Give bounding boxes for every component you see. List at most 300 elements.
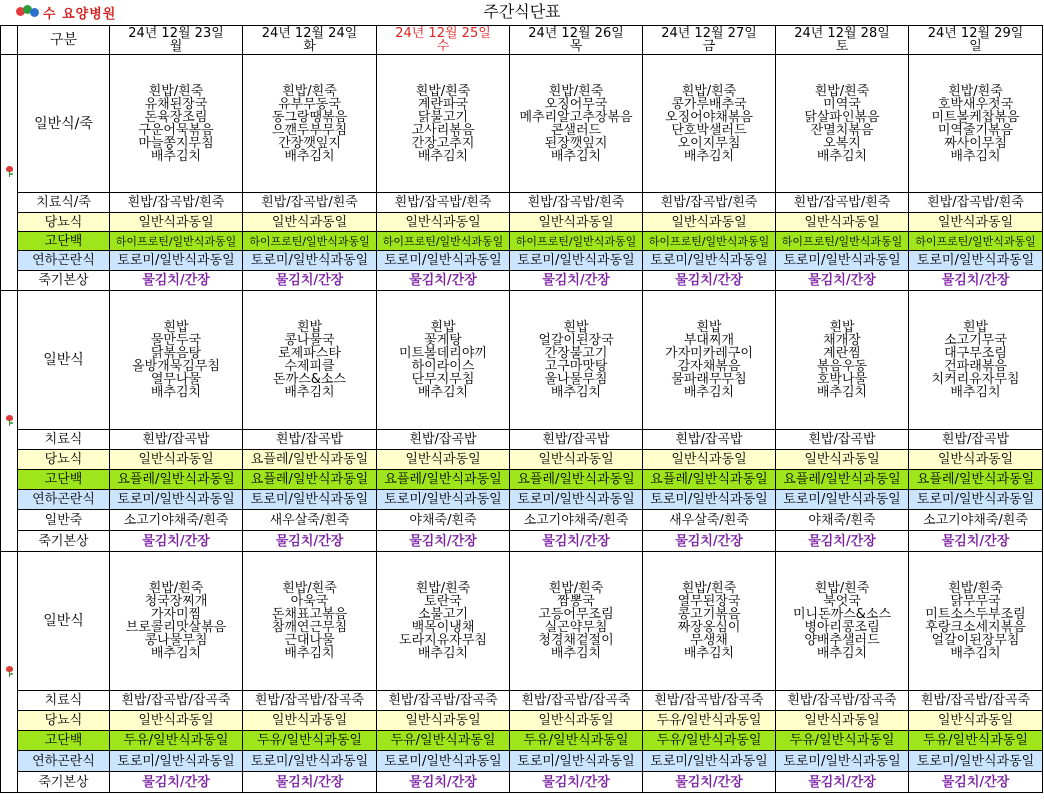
menu-cell: 토로미/일반식과동일 <box>110 251 243 271</box>
menu-cell: 일반식과동일 <box>776 450 909 470</box>
meal-period-cell <box>1 55 18 291</box>
menu-item: 흰밥 <box>829 320 855 335</box>
menu-item: 아욱국 <box>290 594 329 609</box>
menu-cell: 물김치/간장 <box>776 772 909 793</box>
menu-item: 간장불고기 <box>544 346 608 361</box>
diet-row <box>1 510 1043 531</box>
menu-cell: 흰밥/잡곡밥/흰죽 <box>776 193 909 213</box>
menu-cell: 토로미/일반식과동일 <box>909 490 1043 510</box>
day-header <box>510 26 643 55</box>
diet-category-label: 연하곤란식 <box>18 490 110 510</box>
day-header <box>643 26 776 55</box>
menu-item: 오이지무침 <box>677 135 741 151</box>
menu-item: 후랑크소세지볶음 <box>925 620 1026 635</box>
diet-row <box>1 691 1043 711</box>
day-date: 24년 12월 25일 <box>395 26 491 41</box>
menu-cell: 요플레/일반식과동일 <box>776 470 909 490</box>
menu-cell: 요플레/일반식과동일 <box>510 470 643 490</box>
menu-items-cell <box>776 552 909 691</box>
diet-category-label: 치료식 <box>18 430 110 450</box>
menu-item: 배추김치 <box>950 148 1001 164</box>
menu-cell: 흰밥/잡곡밥/흰죽 <box>243 193 377 213</box>
menu-cell: 토로미/일반식과동일 <box>643 251 776 271</box>
menu-cell: 요플레/일반식과동일 <box>643 470 776 490</box>
menu-items-cell <box>776 55 909 193</box>
menu-cell: 일반식과동일 <box>909 213 1043 232</box>
menu-item: 동그랑땡볶음 <box>271 109 348 125</box>
menu-cell: 흰밥/잡곡밥/흰죽 <box>110 193 243 213</box>
menu-cell: 야채죽/흰죽 <box>776 510 909 531</box>
menu-cell: 두유/일반식과동일 <box>643 731 776 751</box>
menu-item: 배추김치 <box>417 646 469 661</box>
menu-item: 유부무동국 <box>278 96 341 112</box>
menu-item: 콘샐러드 <box>550 122 602 138</box>
menu-items-cell <box>377 291 510 430</box>
day-header <box>377 26 510 55</box>
menu-cell: 흰밥/잡곡밥 <box>110 430 243 450</box>
menu-cell: 일반식과동일 <box>909 450 1043 470</box>
menu-item: 흰밥/흰죽 <box>548 581 604 596</box>
menu-cell: 물김치/간장 <box>510 271 643 291</box>
menu-cell: 물김치/간장 <box>243 531 377 552</box>
menu-item: 배추김치 <box>550 148 602 164</box>
menu-cell: 요플레/일반식과동일 <box>243 450 377 470</box>
category-header: 구분 <box>18 26 110 55</box>
menu-item: 미역줄기볶음 <box>937 122 1014 138</box>
menu-cell: 토로미/일반식과동일 <box>776 251 909 271</box>
menu-items-cell <box>909 552 1043 691</box>
menu-items-cell <box>510 55 643 193</box>
diet-row <box>1 271 1043 291</box>
menu-item: 흰밥/흰죽 <box>948 581 1003 596</box>
diet-row <box>1 251 1043 271</box>
menu-item: 흰밥/흰죽 <box>681 581 737 596</box>
page-title: 주간식단표 <box>483 2 561 21</box>
menu-item: 배추김치 <box>284 646 335 661</box>
menu-item: 배추김치 <box>950 646 1001 661</box>
menu-item: 배추김치 <box>150 385 202 400</box>
menu-item: 흰밥/흰죽 <box>814 581 870 596</box>
menu-cell: 물김치/간장 <box>243 271 377 291</box>
menu-item: 흰밥 <box>563 320 589 335</box>
menu-item: 미트볼데리야끼 <box>399 346 487 361</box>
menu-item: 채개장 <box>823 333 861 348</box>
flower-icon <box>5 166 14 177</box>
day-weekday: 금 <box>702 39 716 54</box>
diet-row <box>1 772 1043 793</box>
menu-item: 닭불고기 <box>417 109 469 125</box>
menu-item: 오징어무국 <box>544 96 608 112</box>
diet-row <box>1 751 1043 772</box>
menu-item: 물파래무무침 <box>671 372 747 387</box>
day-date: 24년 12월 24일 <box>261 26 358 41</box>
diet-category-label: 당뇨식 <box>18 213 110 232</box>
menu-item: 흰밥 <box>962 320 989 335</box>
menu-item: 로제파스타 <box>278 346 341 361</box>
menu-item: 백목이냉채 <box>411 620 475 635</box>
diet-category-label: 일반식/죽 <box>18 55 110 193</box>
header-row <box>1 26 1043 55</box>
menu-cell: 흰밥/잡곡밥 <box>243 430 377 450</box>
menu-cell: 토로미/일반식과동일 <box>643 490 776 510</box>
menu-cell: 흰밥/잡곡밥/잡곡죽 <box>243 691 377 711</box>
diet-row <box>1 470 1043 490</box>
menu-cell: 흰밥/잡곡밥/흰죽 <box>377 193 510 213</box>
weekly-menu-table <box>0 25 1043 793</box>
menu-cell: 흰밥/잡곡밥/잡곡죽 <box>776 691 909 711</box>
menu-item: 병아리콩조림 <box>804 620 880 635</box>
menu-cell: 물김치/간장 <box>909 271 1043 291</box>
day-header <box>776 26 909 55</box>
menu-items-cell <box>243 55 377 193</box>
menu-cell: 물김치/간장 <box>377 271 510 291</box>
menu-items-cell <box>243 291 377 430</box>
menu-cell: 일반식과동일 <box>110 213 243 232</box>
menu-item: 된장깻잎지 <box>544 135 608 151</box>
menu-item: 으깬두부무침 <box>271 122 348 138</box>
menu-item: 청국장찌개 <box>144 594 208 609</box>
menu-item: 도라지유자무침 <box>399 633 487 648</box>
menu-item: 수제피클 <box>284 359 335 374</box>
menu-items-cell <box>110 552 243 691</box>
menu-cell: 요플레/일반식과동일 <box>110 470 243 490</box>
menu-cell: 물김치/간장 <box>243 772 377 793</box>
menu-item: 닭볶음탕 <box>150 346 202 361</box>
menu-item: 흰밥/흰죽 <box>415 581 471 596</box>
menu-cell: 두유/일반식과동일 <box>243 731 377 751</box>
menu-item: 청경채겉절이 <box>538 633 614 648</box>
menu-cell: 새우살죽/흰죽 <box>643 510 776 531</box>
menu-item: 오복지 <box>823 135 861 151</box>
menu-cell: 흰밥/잡곡밥/흰죽 <box>909 193 1043 213</box>
menu-cell: 하이프로틴/일반식과동일 <box>643 232 776 251</box>
menu-item: 배추김치 <box>417 148 469 164</box>
menu-item: 흰밥 <box>296 320 323 335</box>
menu-item: 오징어야채볶음 <box>665 109 753 125</box>
diet-category-label: 치료식/죽 <box>18 193 110 213</box>
menu-item: 대구무조림 <box>944 346 1007 361</box>
menu-item: 배추김치 <box>816 385 868 400</box>
day-date: 24년 12월 23일 <box>128 26 224 41</box>
menu-item: 간장고추지 <box>411 135 475 151</box>
day-weekday: 화 <box>303 39 316 54</box>
menu-item: 배추김치 <box>150 148 202 164</box>
diet-category-label: 죽기본상 <box>18 271 110 291</box>
menu-item: 배추김치 <box>683 646 735 661</box>
menu-item: 볶음우동 <box>816 359 868 374</box>
menu-item: 단무지무침 <box>411 372 475 387</box>
menu-cell: 물김치/간장 <box>377 531 510 552</box>
menu-cell: 하이프로틴/일반식과동일 <box>909 232 1043 251</box>
menu-item: 흰밥/흰죽 <box>282 581 337 596</box>
menu-cell: 토로미/일반식과동일 <box>909 251 1043 271</box>
menu-cell: 흰밥/잡곡밥/흰죽 <box>643 193 776 213</box>
menu-cell: 일반식과동일 <box>510 213 643 232</box>
menu-cell: 물김치/간장 <box>776 531 909 552</box>
menu-item: 흰밥/흰죽 <box>282 83 337 99</box>
menu-cell: 두유/일반식과동일 <box>110 731 243 751</box>
menu-item: 실곤약무침 <box>544 620 608 635</box>
meal-period-cell <box>1 291 18 552</box>
menu-item: 흰밥/흰죽 <box>814 83 870 99</box>
menu-cell: 물김치/간장 <box>110 772 243 793</box>
menu-cell: 토로미/일반식과동일 <box>110 490 243 510</box>
menu-cell: 물김치/간장 <box>643 772 776 793</box>
day-date: 24년 12월 28일 <box>794 26 890 41</box>
menu-cell: 흰밥/잡곡밥/잡곡죽 <box>377 691 510 711</box>
menu-item: 가자미찜 <box>150 607 202 622</box>
menu-item: 흰밥 <box>163 320 189 335</box>
menu-cell: 일반식과동일 <box>643 213 776 232</box>
menu-item: 꽃게탕 <box>424 333 462 348</box>
diet-row <box>1 450 1043 470</box>
menu-item: 콩고기볶음 <box>677 607 741 622</box>
menu-item: 호박새우젓국 <box>937 96 1014 112</box>
menu-item: 올방개묵김무침 <box>132 359 220 374</box>
menu-cell: 하이프로틴/일반식과동일 <box>776 232 909 251</box>
menu-cell: 하이프로틴/일반식과동일 <box>510 232 643 251</box>
menu-cell: 토로미/일반식과동일 <box>377 251 510 271</box>
menu-cell: 흰밥/잡곡밥 <box>510 430 643 450</box>
menu-cell: 하이프로틴/일반식과동일 <box>243 232 377 251</box>
menu-cell: 흰밥/잡곡밥/잡곡죽 <box>510 691 643 711</box>
menu-cell: 물김치/간장 <box>909 772 1043 793</box>
menu-items-cell <box>377 55 510 193</box>
menu-item: 흰밥/흰죽 <box>548 83 604 99</box>
menu-item: 돈채표고볶음 <box>271 607 348 622</box>
menu-cell: 흰밥/잡곡밥 <box>377 430 510 450</box>
menu-item: 흰밥/흰죽 <box>148 581 204 596</box>
menu-item: 미니돈까스&소스 <box>792 607 892 622</box>
menu-cell: 일반식과동일 <box>110 450 243 470</box>
menu-item: 미트소스두부조림 <box>925 607 1026 622</box>
menu-cell: 토로미/일반식과동일 <box>110 751 243 772</box>
diet-category-label: 치료식 <box>18 691 110 711</box>
menu-item: 콩나물국 <box>284 333 335 348</box>
menu-cell: 토로미/일반식과동일 <box>377 751 510 772</box>
hospital-name: 수 요양병원 <box>43 6 117 22</box>
menu-item: 고구마맛탕 <box>544 359 608 374</box>
diet-category-label: 죽기본상 <box>18 531 110 552</box>
menu-item: 배추김치 <box>550 646 602 661</box>
diet-row <box>1 490 1043 510</box>
menu-cell: 물김치/간장 <box>110 531 243 552</box>
menu-item: 흰밥/흰죽 <box>681 83 737 99</box>
diet-category-label: 연하곤란식 <box>18 751 110 772</box>
menu-item: 짬뽕국 <box>557 594 595 609</box>
day-date: 24년 12월 29일 <box>927 26 1024 41</box>
menu-items-cell <box>776 291 909 430</box>
menu-cell: 물김치/간장 <box>510 531 643 552</box>
menu-item: 간장깻잎지 <box>278 135 341 151</box>
menu-item: 무생채 <box>690 633 728 648</box>
diet-row <box>1 193 1043 213</box>
menu-cell: 흰밥/잡곡밥/잡곡죽 <box>110 691 243 711</box>
menu-cell: 물김치/간장 <box>909 531 1043 552</box>
menu-item: 계란파국 <box>417 96 469 112</box>
menu-cell: 토로미/일반식과동일 <box>510 490 643 510</box>
diet-category-label: 일반죽 <box>18 510 110 531</box>
menu-item: 콩가루배추국 <box>671 96 747 112</box>
diet-row <box>1 213 1043 232</box>
day-header <box>110 26 243 55</box>
menu-item: 짜사이무침 <box>944 135 1007 151</box>
menu-cell: 일반식과동일 <box>643 450 776 470</box>
diet-category-label: 일반식 <box>18 291 110 430</box>
menu-item: 소고기무국 <box>944 333 1007 348</box>
main-menu-row <box>1 291 1043 430</box>
meal-column-header <box>1 26 18 55</box>
day-weekday: 일 <box>969 39 982 54</box>
day-header <box>909 26 1043 55</box>
menu-item: 배추김치 <box>683 385 735 400</box>
diet-category-label: 고단백 <box>18 232 110 251</box>
menu-item: 닭살파인볶음 <box>804 109 880 125</box>
menu-cell: 두유/일반식과동일 <box>776 731 909 751</box>
diet-row <box>1 731 1043 751</box>
menu-cell: 하이프로틴/일반식과동일 <box>110 232 243 251</box>
menu-cell: 흰밥/잡곡밥/잡곡죽 <box>909 691 1043 711</box>
menu-cell: 두유/일반식과동일 <box>909 731 1043 751</box>
diet-category-label: 일반식 <box>18 552 110 691</box>
menu-item: 잔멸치볶음 <box>810 122 874 138</box>
menu-cell: 소고기야채죽/흰죽 <box>510 510 643 531</box>
menu-cell: 토로미/일반식과동일 <box>243 251 377 271</box>
menu-item: 구운어묵볶음 <box>138 122 214 138</box>
menu-cell: 일반식과동일 <box>909 711 1043 731</box>
menu-cell: 토로미/일반식과동일 <box>776 490 909 510</box>
menu-cell: 물김치/간장 <box>110 271 243 291</box>
menu-items-cell <box>510 552 643 691</box>
menu-item: 배추김치 <box>816 148 868 164</box>
menu-item: 양배추샐러드 <box>804 633 880 648</box>
flower-icon <box>5 415 14 426</box>
menu-items-cell <box>110 291 243 430</box>
menu-item: 물만두국 <box>150 333 202 348</box>
menu-cell: 흰밥/잡곡밥 <box>776 430 909 450</box>
menu-cell: 요플레/일반식과동일 <box>377 470 510 490</box>
menu-item: 토란국 <box>424 594 462 609</box>
menu-item: 고등어무조림 <box>538 607 614 622</box>
menu-item: 흰밥/흰죽 <box>415 83 471 99</box>
day-weekday: 목 <box>569 39 583 54</box>
menu-item: 치커리유자무침 <box>931 372 1020 387</box>
menu-item: 흰밥/흰죽 <box>948 83 1003 99</box>
menu-cell: 흰밥/잡곡밥 <box>909 430 1043 450</box>
menu-cell: 물김치/간장 <box>643 271 776 291</box>
menu-item: 호박나물 <box>816 372 868 387</box>
menu-cell: 요플레/일반식과동일 <box>243 470 377 490</box>
main-menu-row <box>1 552 1043 691</box>
menu-item: 건파래볶음 <box>944 359 1007 374</box>
diet-row <box>1 232 1043 251</box>
flower-icon <box>5 666 14 677</box>
menu-item: 참깨연근무침 <box>271 620 348 635</box>
menu-item: 가자미카레구이 <box>665 346 753 361</box>
menu-cell: 물김치/간장 <box>377 772 510 793</box>
menu-cell: 토로미/일반식과동일 <box>776 751 909 772</box>
menu-cell: 하이프로틴/일반식과동일 <box>377 232 510 251</box>
menu-cell: 토로미/일반식과동일 <box>510 251 643 271</box>
menu-item: 콩나물무침 <box>144 633 208 648</box>
diet-category-label: 연하곤란식 <box>18 251 110 271</box>
day-date: 24년 12월 26일 <box>528 26 624 41</box>
diet-category-label: 당뇨식 <box>18 450 110 470</box>
menu-cell: 물김치/간장 <box>776 271 909 291</box>
day-weekday: 토 <box>835 39 849 54</box>
menu-cell: 일반식과동일 <box>510 711 643 731</box>
menu-item: 흰밥/흰죽 <box>148 83 204 99</box>
menu-item: 마늘쫑지무침 <box>138 135 214 151</box>
menu-items-cell <box>909 291 1043 430</box>
menu-cell: 토로미/일반식과동일 <box>243 751 377 772</box>
menu-cell: 일반식과동일 <box>377 450 510 470</box>
menu-item: 배추김치 <box>816 646 868 661</box>
menu-cell: 토로미/일반식과동일 <box>243 490 377 510</box>
menu-items-cell <box>909 55 1043 193</box>
menu-item: 계란찜 <box>823 346 861 361</box>
menu-item: 소불고기 <box>417 607 469 622</box>
diet-row <box>1 430 1043 450</box>
menu-item: 열무된장국 <box>677 594 741 609</box>
menu-item: 얼갈이된장국 <box>538 333 614 348</box>
menu-cell: 일반식과동일 <box>776 711 909 731</box>
menu-item: 짜장옹심이 <box>677 620 741 635</box>
menu-cell: 새우살죽/흰죽 <box>243 510 377 531</box>
diet-row <box>1 711 1043 731</box>
menu-cell: 흰밥/잡곡밥/흰죽 <box>510 193 643 213</box>
menu-cell: 소고기야채죽/흰죽 <box>110 510 243 531</box>
menu-item: 배추김치 <box>417 385 469 400</box>
menu-cell: 물김치/간장 <box>643 531 776 552</box>
menu-item: 얼갈이된장무침 <box>931 633 1020 648</box>
menu-items-cell <box>643 291 776 430</box>
menu-cell: 두유/일반식과동일 <box>643 711 776 731</box>
diet-category-label: 당뇨식 <box>18 711 110 731</box>
menu-cell: 일반식과동일 <box>377 711 510 731</box>
day-weekday: 수 <box>436 39 450 54</box>
menu-cell: 일반식과동일 <box>243 213 377 232</box>
menu-item: 배추김치 <box>683 148 735 164</box>
menu-cell: 야채죽/흰죽 <box>377 510 510 531</box>
menu-item: 미역국 <box>823 96 861 112</box>
main-menu-row <box>1 55 1043 193</box>
menu-item: 유채된장국 <box>144 96 208 112</box>
menu-item: 닭무무국 <box>950 594 1001 609</box>
menu-cell: 두유/일반식과동일 <box>510 731 643 751</box>
diet-category-label: 죽기본상 <box>18 772 110 793</box>
menu-cell: 토로미/일반식과동일 <box>909 751 1043 772</box>
menu-items-cell <box>643 55 776 193</box>
menu-items-cell <box>510 291 643 430</box>
menu-item: 돈까스&소스 <box>273 372 346 387</box>
menu-cell: 토로미/일반식과동일 <box>643 751 776 772</box>
menu-cell: 일반식과동일 <box>377 213 510 232</box>
diet-category-label: 고단백 <box>18 731 110 751</box>
menu-item: 울나물무침 <box>544 372 608 387</box>
menu-item: 하이라이스 <box>411 359 475 374</box>
diet-category-label: 고단백 <box>18 470 110 490</box>
menu-cell: 일반식과동일 <box>110 711 243 731</box>
menu-item: 북엇국 <box>823 594 861 609</box>
menu-cell: 물김치/간장 <box>510 772 643 793</box>
menu-cell: 일반식과동일 <box>243 711 377 731</box>
diet-row <box>1 531 1043 552</box>
menu-item: 감자채볶음 <box>677 359 741 374</box>
menu-cell: 일반식과동일 <box>510 450 643 470</box>
menu-items-cell <box>377 552 510 691</box>
menu-item: 열무나물 <box>150 372 202 387</box>
